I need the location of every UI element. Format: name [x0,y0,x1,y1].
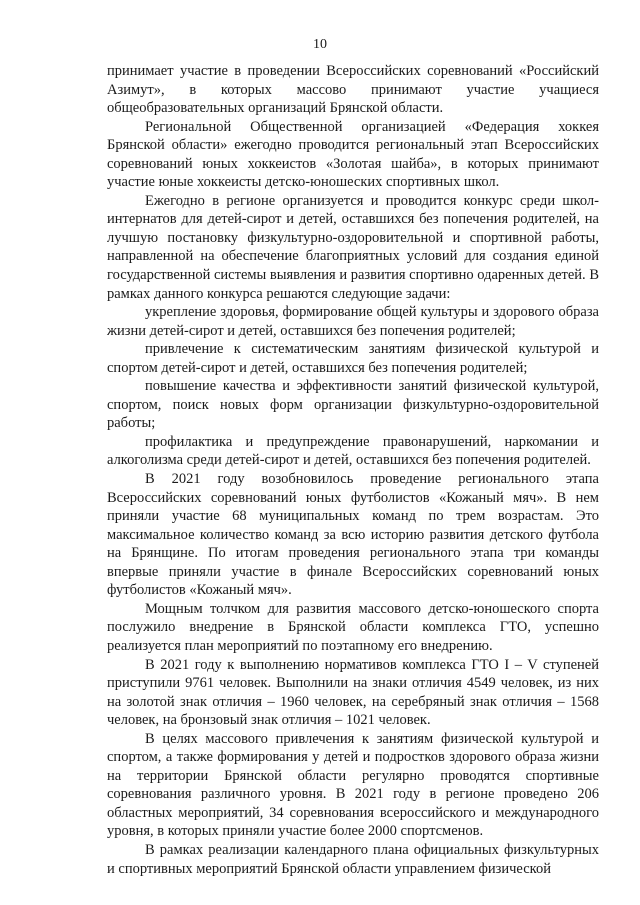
paragraph-3: Ежегодно в регионе организуется и проводится конкурс среди школ-интернатов для детей-сирот и детей, оставшихся без попечения родителей, на лучшую постановку физкультурно-оздоровительной и спортивной работы, направленной на обеспечение благоприятных условий для создания единой государственной системы выявления и развития спортивно одаренных детей. В рамках данного конкурса решаются следующие задачи: [107,192,599,302]
paragraph-4: В 2021 году возобновилось проведение регионального этапа Всероссийских соревнований юных футболистов «Кожаный мяч». В нем приняли участие 68 муниципальных команд по трем возрастам. Это максимальное количество команд за всю историю развития детского футбола на Брянщине. По итогам проведения регионального этапа три команды впервые приняли участие в финале Всероссийских соревнований юных футболистов «Кожаный мяч». [107,471,599,599]
list-item-3: повышение качества и эффективности занятий физической культурой, спортом, поиск новых форм организации физкультурно-оздоровительной работы; [107,378,599,432]
page-number: 10 [313,37,327,52]
paragraph-2: Региональной Общественной организацией «Федерация хоккея Брянской области» ежегодно проводится региональный этап Всероссийских соревнований юных хоккеистов «Золотая шайба», в которых принимают участие юные хоккеисты детско-юношеских спортивных школ. [107,118,599,191]
paragraph-7: В целях массового привлечения к занятиям физической культурой и спортом, а также формирования у детей и подростков здорового образа жизни на территории Брянской области регулярно проводятся спортивные соревнования различного уровня. В 2021 году в регионе проведено 206 областных мероприятий, 34 соревнования всероссийского и международного уровня, в которых приняли участие более 2000 спортсменов. [107,730,599,840]
paragraph-6: В 2021 году к выполнению нормативов комплекса ГТО I – V ступеней приступили 9761 человек. Выполнили на знаки отличия 4549 человек, из них на золотой знак отличия – 1960 человек, на серебряный знак отличия – 1568 человек, на бронзовый знак отличия – 1021 человек. [107,656,599,729]
document-body [107,62,599,878]
list-item-1: укрепление здоровья, формирование общей культуры и здорового образа жизни детей-сирот и детей, оставшихся без попечения родителей; [107,304,599,339]
paragraph-1: принимает участие в проведении Всероссийских соревнований «Российский Азимут», в которых массово принимают участие учащиеся общеобразовательных организаций Брянской области. [107,63,599,117]
list-item-2: привлечение к систематическим занятиям физической культурой и спортом детей-сирот и детей, оставшихся без попечения родителей; [107,341,599,376]
list-item-4: профилактика и предупреждение правонарушений, наркомании и алкоголизма среди детей-сирот и детей, оставшихся без попечения родителей. [107,433,599,469]
paragraph-5: Мощным толчком для развития массового детско-юношеского спорта послужило внедрение в Брянской области комплекса ГТО, успешно реализуется план мероприятий по поэтапному его внедрению. [107,600,599,654]
paragraph-8: В рамках реализации календарного плана официальных физкультурных и спортивных мероприятий Брянской области управлением физической [107,841,599,877]
